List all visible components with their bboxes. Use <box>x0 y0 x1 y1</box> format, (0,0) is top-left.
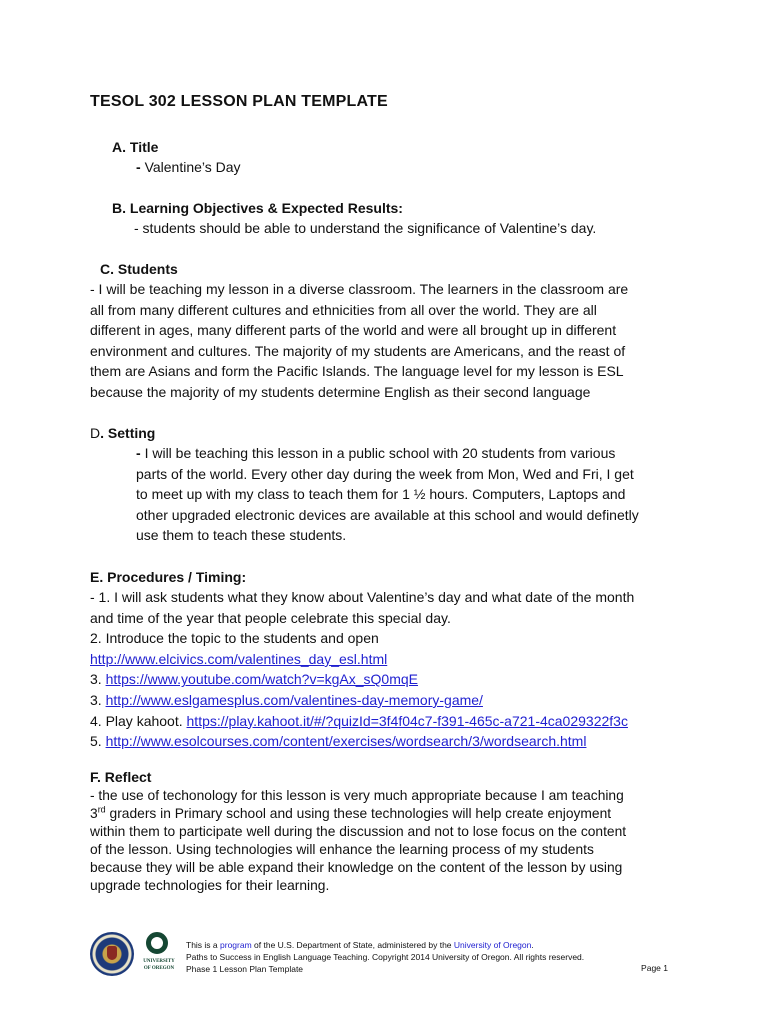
procedure-step-2: 2. Introduce the topic to the students and open <box>90 630 379 647</box>
section-c-line: all from many different cultures and ethnicities from all over the world. They are all <box>90 301 597 318</box>
elcivics-link[interactable]: http://www.elcivics.com/valentines_day_esl.html <box>90 650 388 667</box>
section-d-line: use them to teach these students. <box>136 527 347 544</box>
youtube-link[interactable]: https://www.youtube.com/watch?v=kgAx_sQ0mqE <box>105 671 419 688</box>
page-footer <box>88 930 678 990</box>
section-c-heading: C. Students <box>100 261 178 277</box>
footer-line-3: Phase 1 Lesson Plan Template <box>186 964 304 974</box>
university-of-oregon-logo <box>142 932 178 978</box>
section-d-line: parts of the world. Every other day during the week from Mon, Wed and Fri, I get <box>136 465 634 482</box>
section-f-body <box>90 787 626 895</box>
section-a-dash: - <box>136 159 145 175</box>
section-b-text: - students should be able to understand the significance of Valentine’s day. <box>134 220 597 236</box>
procedure-step-3b: 3. http://www.eslgamesplus.com/valentines-day-memory-game/ <box>90 691 483 708</box>
section-e-heading: E. Procedures / Timing: <box>90 569 247 585</box>
reflect-line: because they will be able expand their knowledge on the content of the lesson by using <box>90 860 623 875</box>
section-c-line: different in ages, many different parts of the world and were all brought up in different <box>90 322 617 339</box>
footer-line-2: Paths to Success in English Language Teaching. Copyright 2014 University of Oregon. All rights reserved. <box>186 952 585 962</box>
page-title: TESOL 302 LESSON PLAN TEMPLATE <box>90 93 388 110</box>
footer-line-1: This is a program of the U.S. Department of State, administered by the University of Oregon. <box>186 940 534 950</box>
section-d-dash: - <box>136 445 145 461</box>
reflect-line: 3rd graders in Primary school and using these technologies will help create enjoyment <box>90 804 612 821</box>
section-d-body <box>136 443 639 546</box>
section-d-heading-text: . Setting <box>100 425 156 441</box>
reflect-line: of the lesson. Using technologies will enhance the learning process of my students <box>90 842 594 857</box>
procedure-step-1: - 1. I will ask students what they know about Valentine’s day and what date of the month <box>90 589 635 605</box>
section-d-line: other upgraded electronic devices are available at this school and would definetly <box>136 506 639 523</box>
procedure-step-3a: 3. https://www.youtube.com/watch?v=kgAx_sQ0mqE <box>90 671 419 688</box>
procedure-step-1-cont: and time of the year that people celebrate this special day. <box>90 609 451 626</box>
section-b-heading: B. Learning Objectives & Expected Results: <box>112 200 403 216</box>
section-c-line: them are Asians and form the Pacific Islands. The language level for my lesson is ESL <box>90 363 624 380</box>
section-c-line: - I will be teaching my lesson in a diverse classroom. The learners in the classroom are <box>90 281 629 297</box>
procedure-step-5: 5. http://www.esolcourses.com/content/exercises/wordsearch/3/wordsearch.html <box>90 733 587 750</box>
reflect-line: - the use of techonology for this lesson is very much appropriate because I am teaching <box>90 788 624 803</box>
section-e-body <box>90 587 634 752</box>
section-a-text <box>136 157 241 178</box>
footer-text <box>186 939 584 975</box>
uo-logo-text: UNIVERSITY OF OREGON <box>143 959 175 971</box>
eslgamesplus-link[interactable]: http://www.eslgamesplus.com/valentines-day-memory-game/ <box>105 691 483 708</box>
section-c-body <box>90 279 628 403</box>
section-c-line: because the majority of my students determine English as their second language <box>90 383 591 400</box>
section-d-line: - I will be teaching this lesson in a public school with 20 students from various <box>136 445 616 461</box>
section-d-heading <box>90 425 155 441</box>
kahoot-link[interactable]: https://play.kahoot.it/#/?quizId=3f4f04c7-f391-465c-a721-4ca029322f3c <box>186 712 628 729</box>
university-of-oregon-link[interactable]: University of Oregon <box>453 940 532 950</box>
us-state-department-seal-icon <box>90 932 134 976</box>
procedure-step-4: 4. Play kahoot. https://play.kahoot.it/#/?quizId=3f4f04c7-f391-465c-a721-4ca029322f3c <box>90 712 628 729</box>
reflect-line: upgrade technologies for their learning. <box>90 878 330 893</box>
section-a-heading: A. Title <box>112 139 159 155</box>
section-d-line: to meet up with my class to teach them for 1 ½ hours. Computers, Laptops and <box>136 486 626 503</box>
section-c-line: environment and cultures. The majority of my students are Americans, and the reast of <box>90 342 626 359</box>
page-number: Page 1 <box>641 963 668 973</box>
esolcourses-link[interactable]: http://www.esolcourses.com/content/exercises/wordsearch/3/wordsearch.html <box>105 733 587 750</box>
program-link[interactable]: program <box>220 940 252 950</box>
uo-o-icon <box>146 932 168 954</box>
section-a-title-value: Valentine’s Day <box>144 159 241 175</box>
section-d-letter: D <box>90 425 101 441</box>
section-f-heading: F. Reflect <box>90 769 152 785</box>
reflect-line: within them to participate well during the discussion and not to lose focus on the content <box>90 824 627 839</box>
